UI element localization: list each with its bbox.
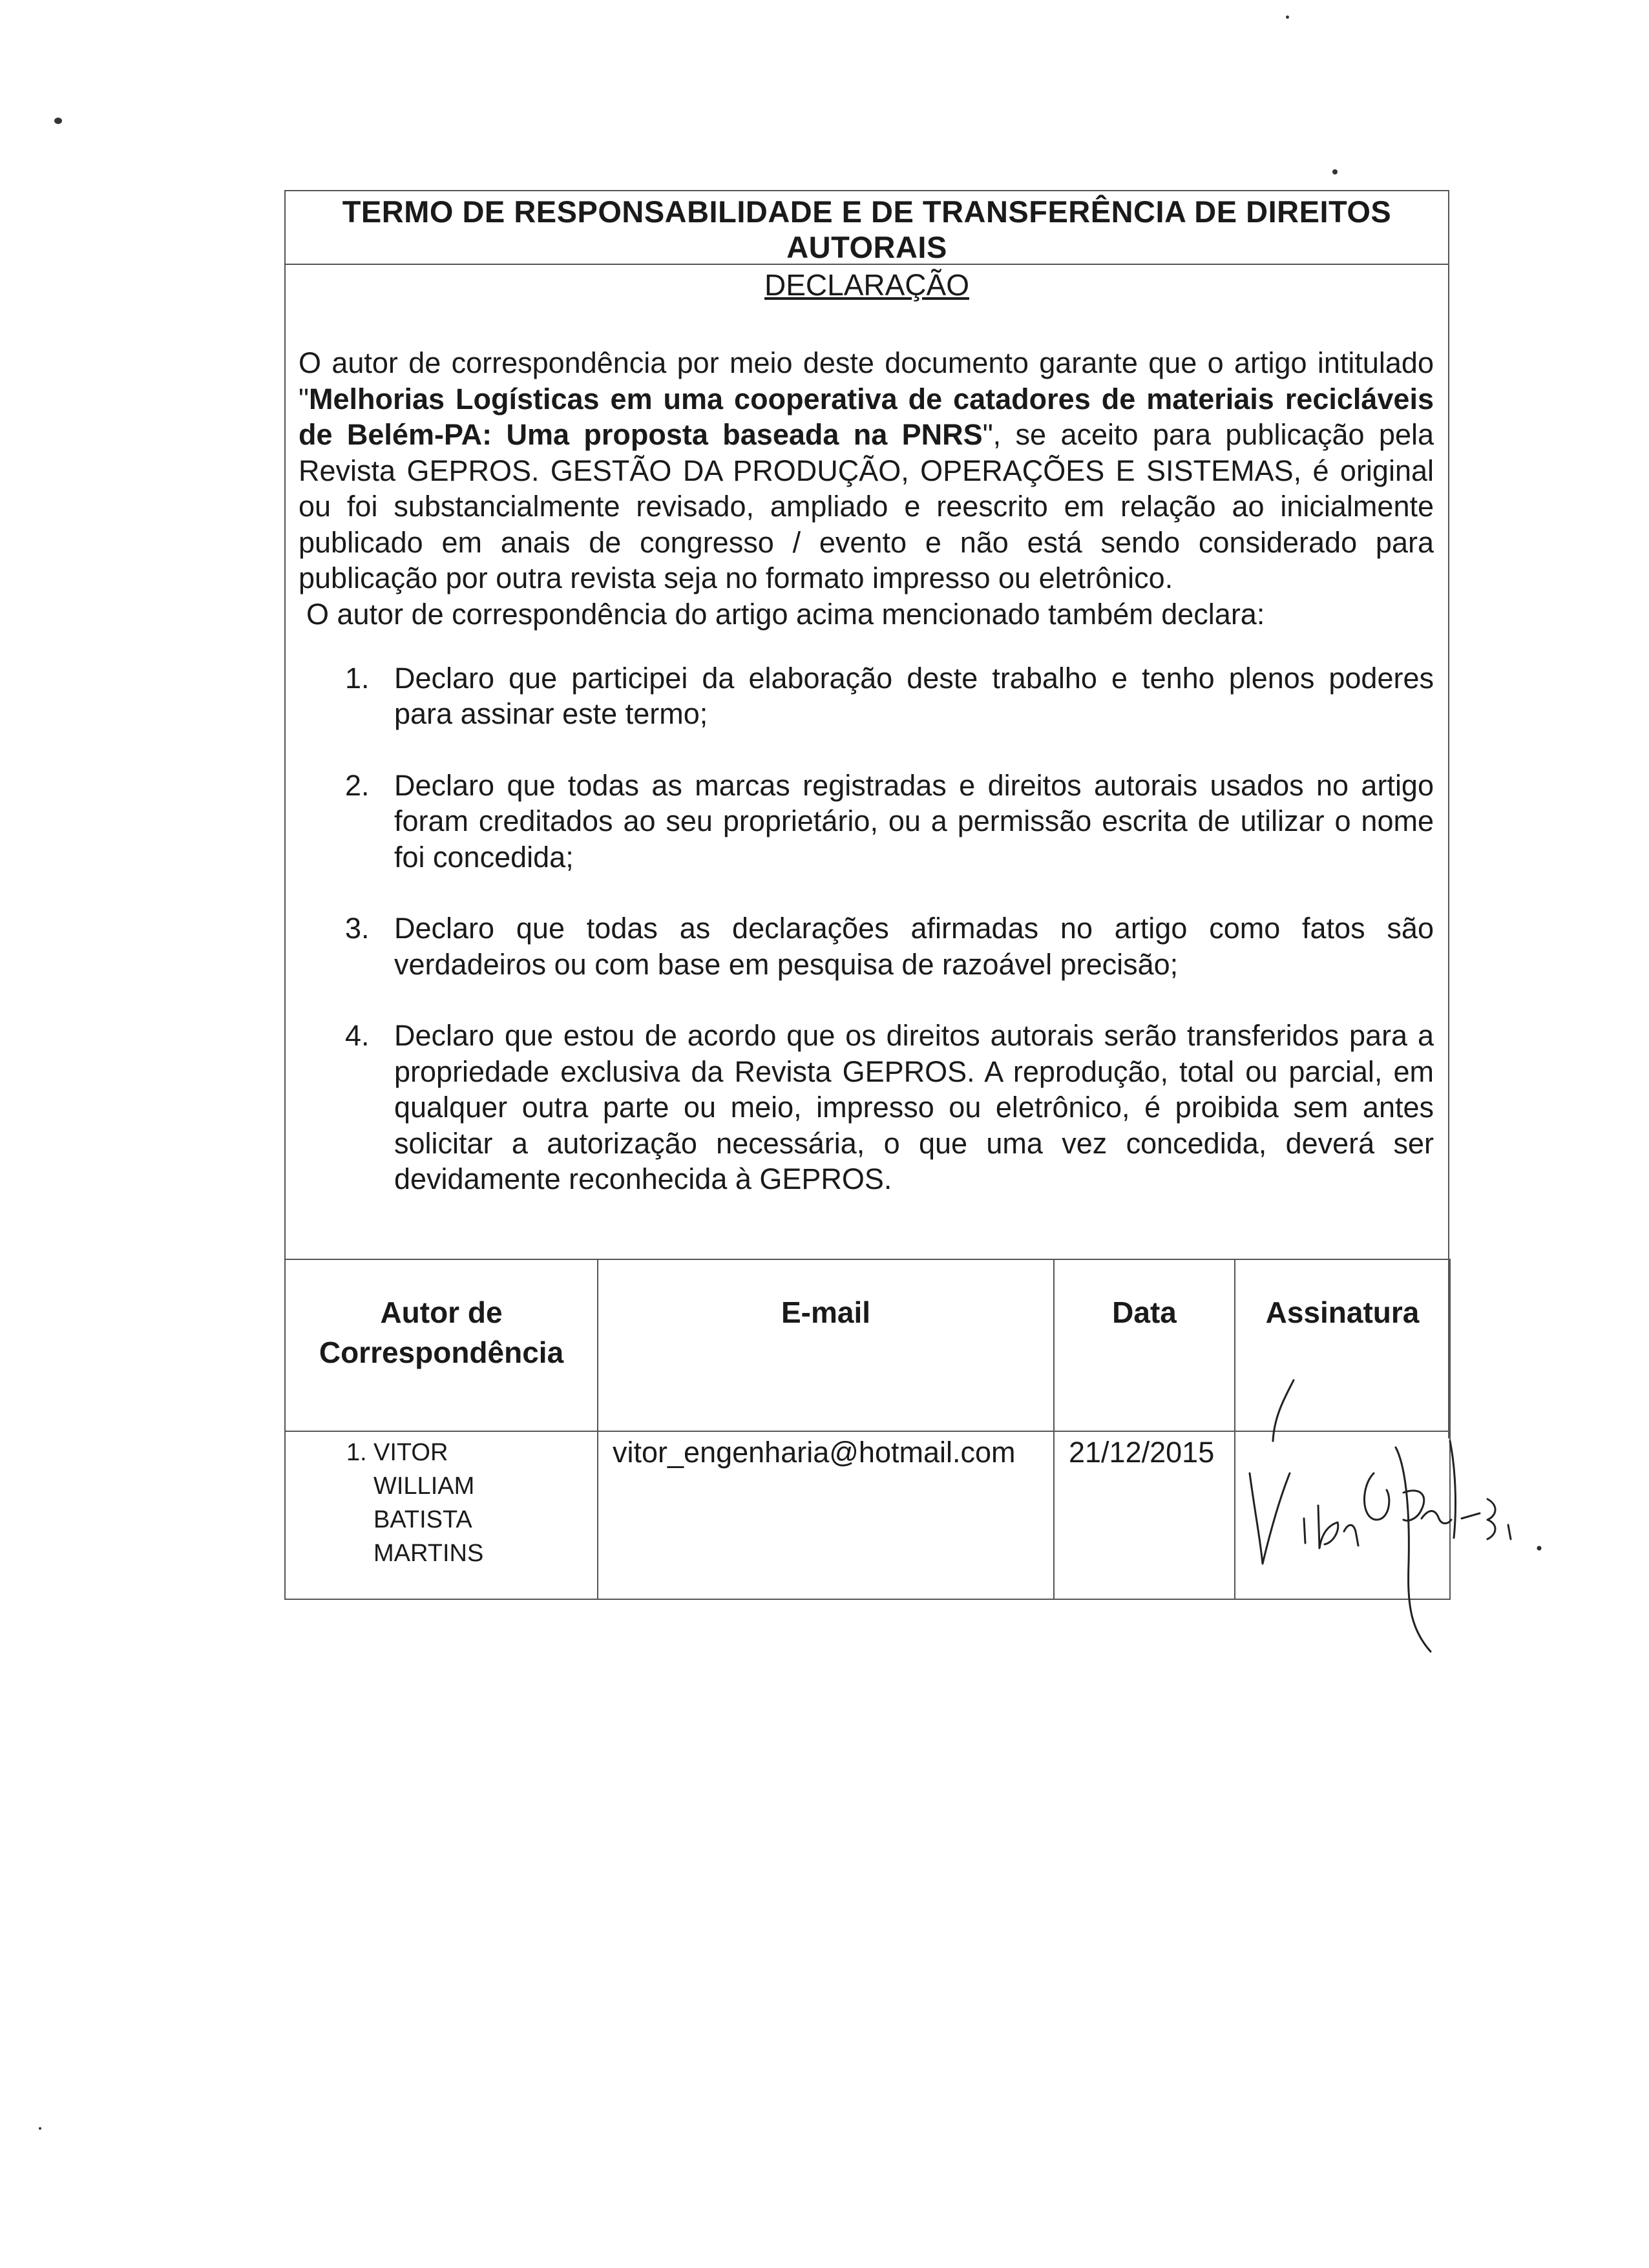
list-text: Declaro que estou de acordo que os direitos autorais serão transferidos para a propriedade exclusiva da Revista GEPROS. A reprodução, total ou parcial, em qualquer outra parte ou meio, impresso ou eletrônico, é proibida sem antes solicitar a autorização necessária, o que uma vez concedida, deverá ser devidamente reconhecida à GEPROS. [394,1019,1434,1195]
date-cell: 21/12/2015 [1054,1431,1235,1599]
scan-speck [1286,16,1289,19]
intro-second-line: O autor de correspondência do artigo acima mencionado também declara: [306,597,1265,631]
declarations-list [286,660,1434,1197]
intro-paragraph [286,345,1448,596]
title-line-2: AUTORAIS [786,230,947,264]
author-name-line: BATISTA [373,1506,472,1533]
list-item [286,660,1434,732]
author-number: 1. [346,1439,367,1466]
header-author-line-2: Correspondência [319,1336,564,1369]
list-number: 4. [345,1019,370,1052]
subtitle: DECLARAÇÃO [764,268,969,302]
header-author [285,1259,598,1431]
list-number: 2. [345,768,370,802]
list-item [286,768,1434,876]
author-name-line: MARTINS [373,1540,484,1567]
author-name-line: WILLIAM [373,1473,475,1500]
list-text: Declaro que todas as declarações afirmadas no artigo como fatos são verdadeiros ou com base em pesquisa de razoável precisão; [394,912,1434,981]
scan-speck [39,2127,41,2130]
header-email: E-mail [598,1259,1054,1431]
list-number: 1. [345,661,370,695]
list-number: 3. [345,912,370,945]
scan-speck [1332,169,1338,174]
header-date: Data [1054,1259,1235,1431]
list-text: Declaro que participei da elaboração deste trabalho e tenho plenos poderes para assinar este termo; [394,661,1434,730]
header-author-line-1: Autor de [380,1296,503,1329]
title-line-1: TERMO DE RESPONSABILIDADE E DE TRANSFERÊNCIA DE DIREITOS [342,194,1392,229]
author-cell [285,1431,598,1599]
scan-speck [54,118,62,124]
list-item [286,910,1434,982]
header-signature: Assinatura [1235,1259,1450,1431]
intro-before: O autor de correspondência por meio deste documento garante que o artigo intitulado " [299,346,1434,415]
intro-after: ", se aceito para publicação pela Revista GEPROS. GESTÃO DA PRODUÇÃO, OPERAÇÕES E SISTEMAS, é original ou foi substancialmente revisado, ampliado e reescrito em relação ao inicialmente publicado em anais de congresso / evento e não está sendo considerado para publicação por outra revista seja no formato impresso ou eletrônico. [299,418,1434,594]
list-item [286,1018,1434,1197]
email-cell: vitor_engenharia@hotmail.com [598,1431,1054,1599]
list-text: Declaro que todas as marcas registradas e direitos autorais usados no artigo foram creditados ao seu proprietário, ou a permissão escrita de utilizar o nome foi concedida; [394,768,1434,874]
title-block [286,191,1448,265]
handwritten-signature [1234,1370,1570,1654]
declaration-form [284,190,1449,1438]
article-title: Melhorias Logísticas em uma cooperativa de catadores de materiais recicláveis de Belém-PA: Uma proposta baseada na PNRS [299,382,1434,451]
author-name-line: VITOR [373,1439,448,1466]
